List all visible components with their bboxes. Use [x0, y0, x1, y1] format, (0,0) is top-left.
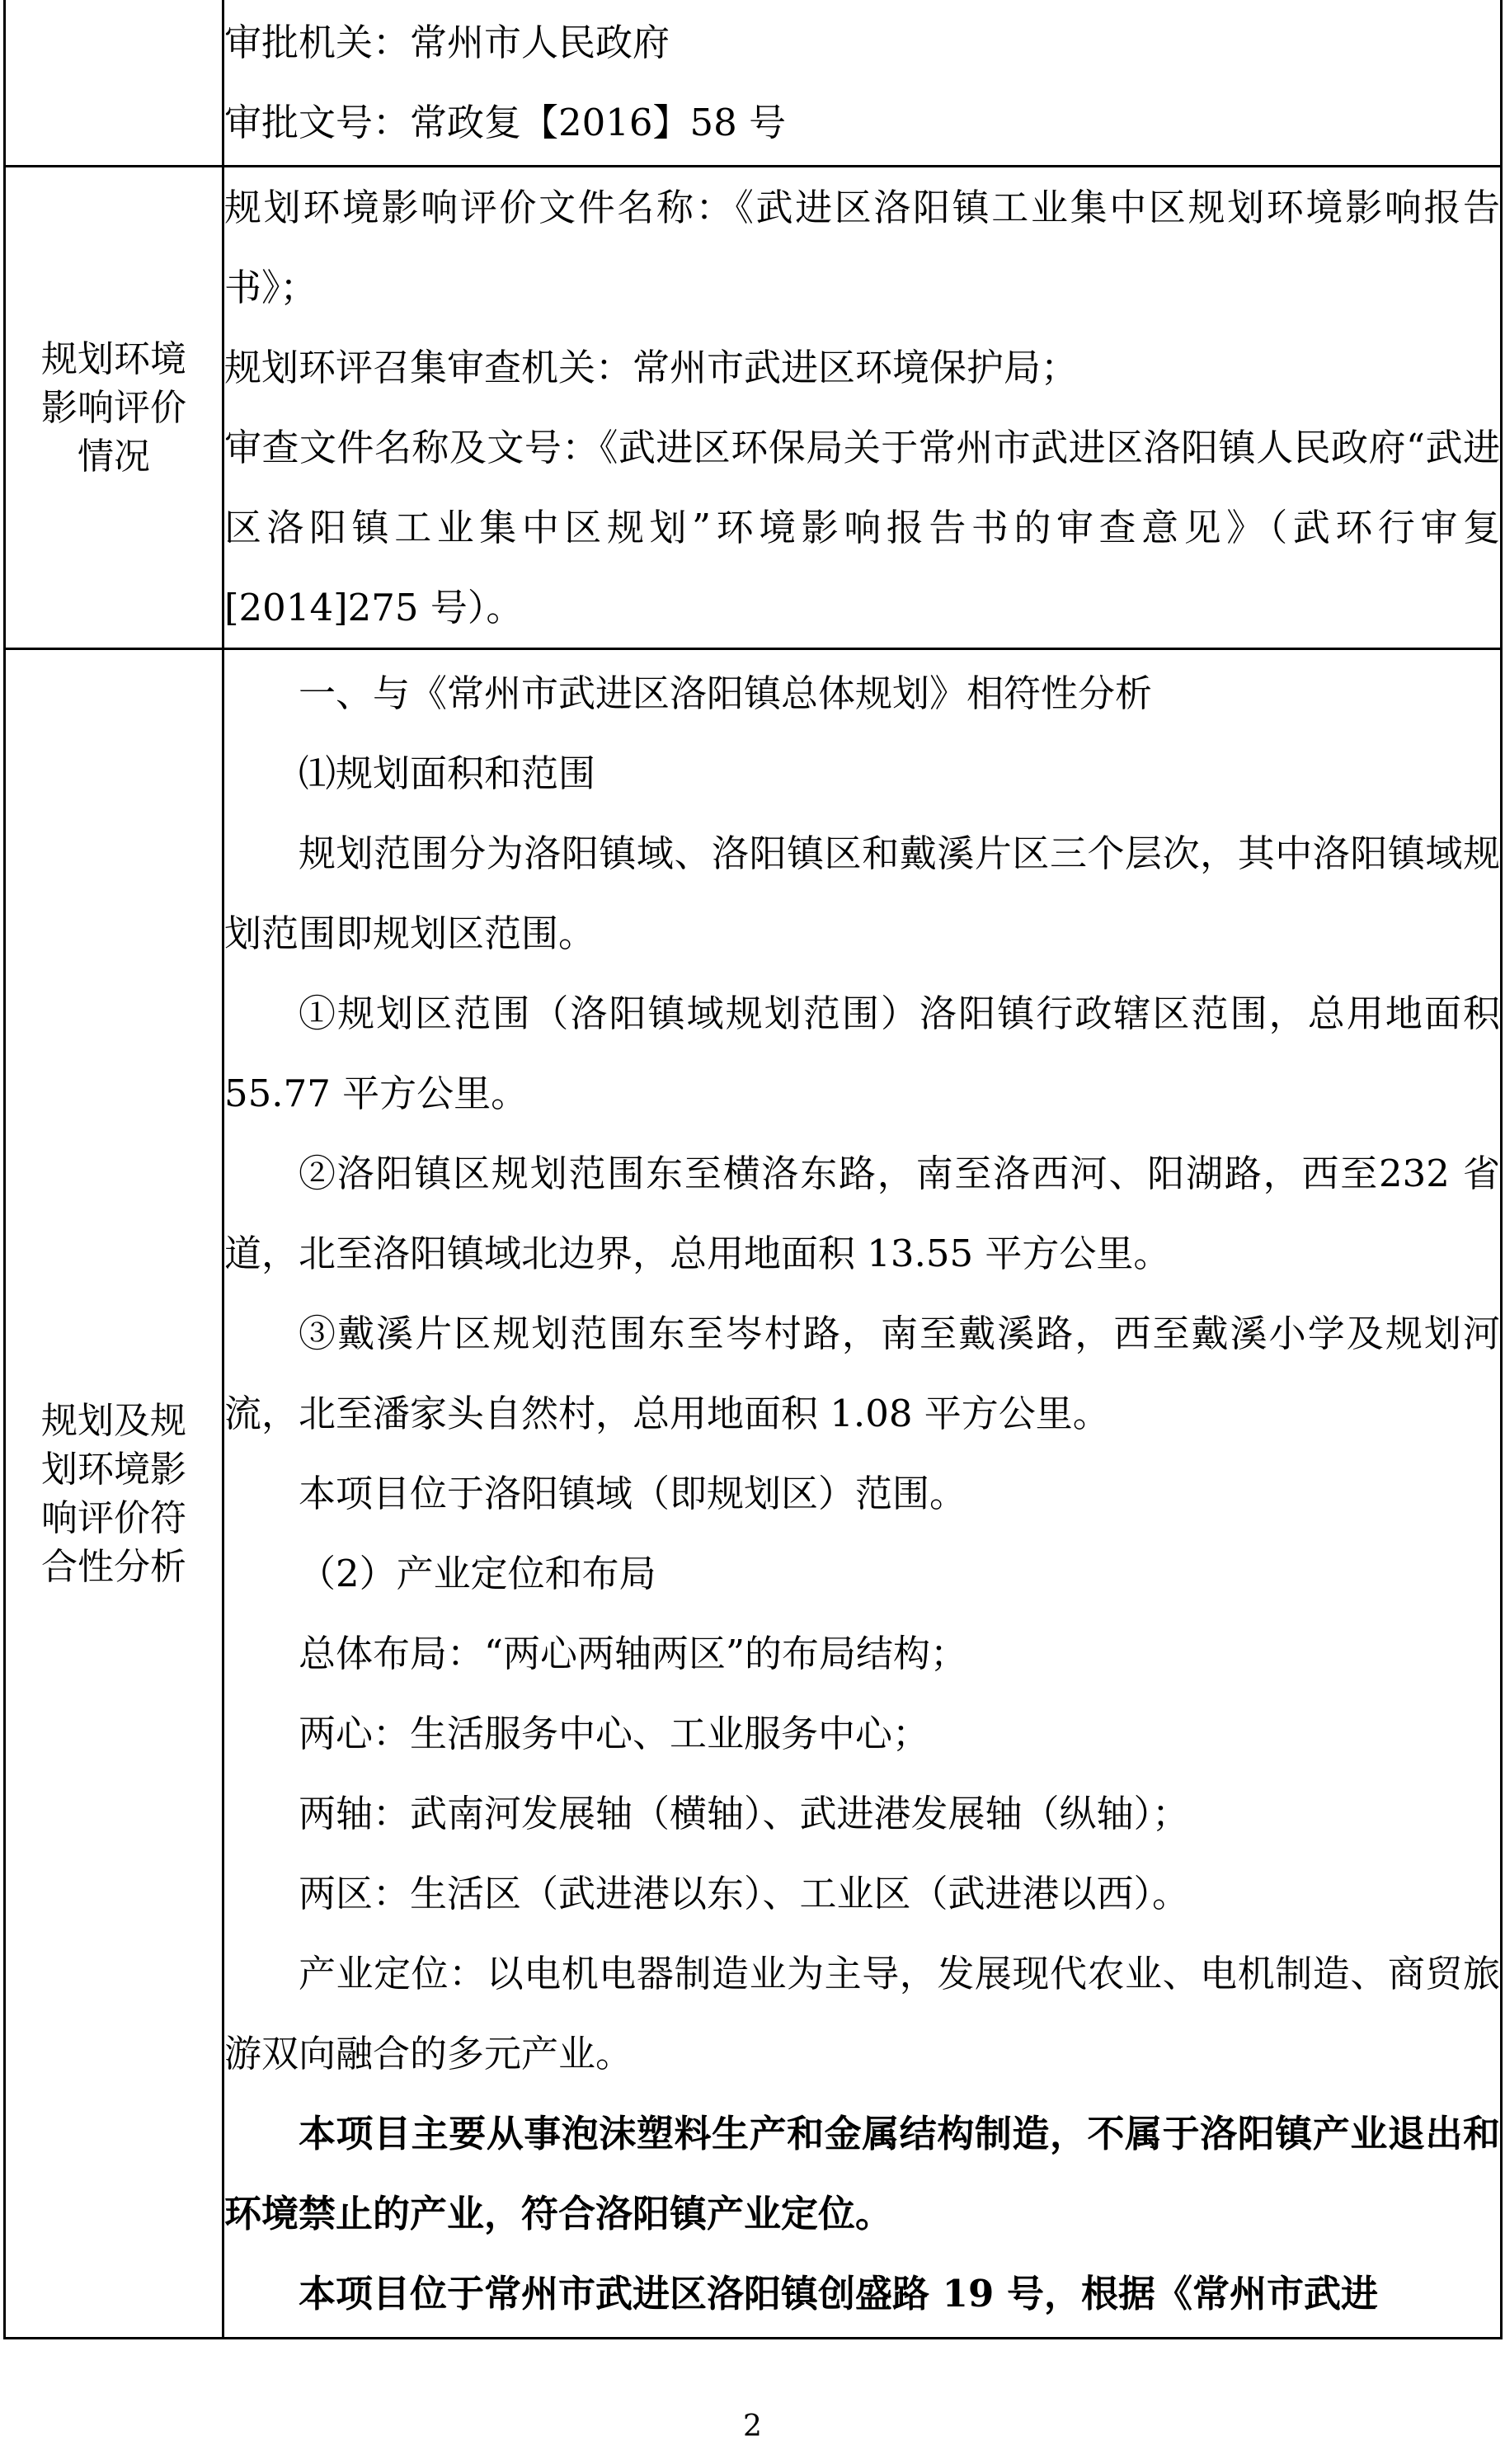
paragraph: ①规划区范围（洛阳镇域规划范围）洛阳镇行政辖区范围，总用地面积 55.77 平方公里。	[224, 992, 1500, 1115]
paragraph: 规划范围分为洛阳镇域、洛阳镇区和戴溪片区三个层次，其中洛阳镇域规划范围即规划区范围。	[224, 832, 1500, 955]
paragraph: ②洛阳镇区规划范围东至横洛东路，南至洛西河、阳湖路，西至232 省道，北至洛阳镇域北边界，总用地面积 13.55 平方公里。	[224, 1152, 1500, 1275]
approval-row	[5, 0, 1502, 167]
paragraph: 两区：生活区（武进港以东）、工业区（武进港以西）。	[299, 1872, 1190, 1915]
eia-content-cell	[223, 167, 1502, 649]
paragraph: 两心：生活服务中心、工业服务中心；	[299, 1712, 930, 1755]
paragraph: ③戴溪片区规划范围东至岑村路，南至戴溪路，西至戴溪小学及规划河流，北至潘家头自然村，总用地面积 1.08 平方公里。	[224, 1312, 1500, 1435]
eia-line: 审查文件名称及文号：《武进区环保局关于常州市武进区洛阳镇人民政府“武进区洛阳镇工业集中区规划”环境影响报告书的审查意见》（武环行审复[2014]275 号）。	[224, 426, 1500, 629]
approval-content-cell	[223, 0, 1502, 167]
subsection-heading: （2）产业定位和布局	[299, 1552, 656, 1595]
bold-paragraph: 本项目主要从事泡沫塑料生产和金属结构制造，不属于洛阳镇产业退出和环境禁止的产业，符合洛阳镇产业定位。	[224, 2112, 1500, 2236]
approval-authority: 审批机关：常州市人民政府	[224, 20, 670, 64]
analysis-label-cell	[5, 649, 223, 2339]
eia-line: 规划环境影响评价文件名称：《武进区洛阳镇工业集中区规划环境影响报告书》；	[224, 186, 1500, 309]
eia-row	[5, 167, 1502, 649]
approval-label-cell	[5, 0, 223, 167]
info-table	[3, 0, 1503, 2339]
paragraph: 本项目位于洛阳镇域（即规划区）范围。	[299, 1472, 967, 1515]
paragraph: 产业定位：以电机电器制造业为主导，发展现代农业、电机制造、商贸旅游双向融合的多元产业。	[224, 1952, 1500, 2075]
section-heading: 一、与《常州市武进区洛阳镇总体规划》相符性分析	[299, 671, 1153, 715]
eia-line: 规划环评召集审查机关：常州市武进区环境保护局；	[224, 346, 1079, 389]
paragraph: 总体布局：“两心两轴两区”的布局结构；	[299, 1632, 968, 1675]
subsection-heading: ⑴规划面积和范围	[299, 751, 596, 795]
eia-label: 规划环境影响评价情况	[41, 337, 186, 478]
approval-doc-number: 审批文号：常政复【2016】58 号	[224, 100, 787, 144]
analysis-content-cell	[223, 649, 1502, 2339]
page-number: 2	[743, 2410, 762, 2443]
bold-paragraph: 本项目位于常州市武进区洛阳镇创盛路 19 号，根据《常州市武进	[299, 2272, 1378, 2316]
paragraph: 两轴：武南河发展轴（横轴）、武进港发展轴（纵轴）；	[299, 1792, 1190, 1835]
analysis-label: 规划及规划环境影响评价符合性分析	[41, 1399, 186, 1588]
eia-label-cell	[5, 167, 223, 649]
analysis-row	[5, 649, 1502, 2339]
